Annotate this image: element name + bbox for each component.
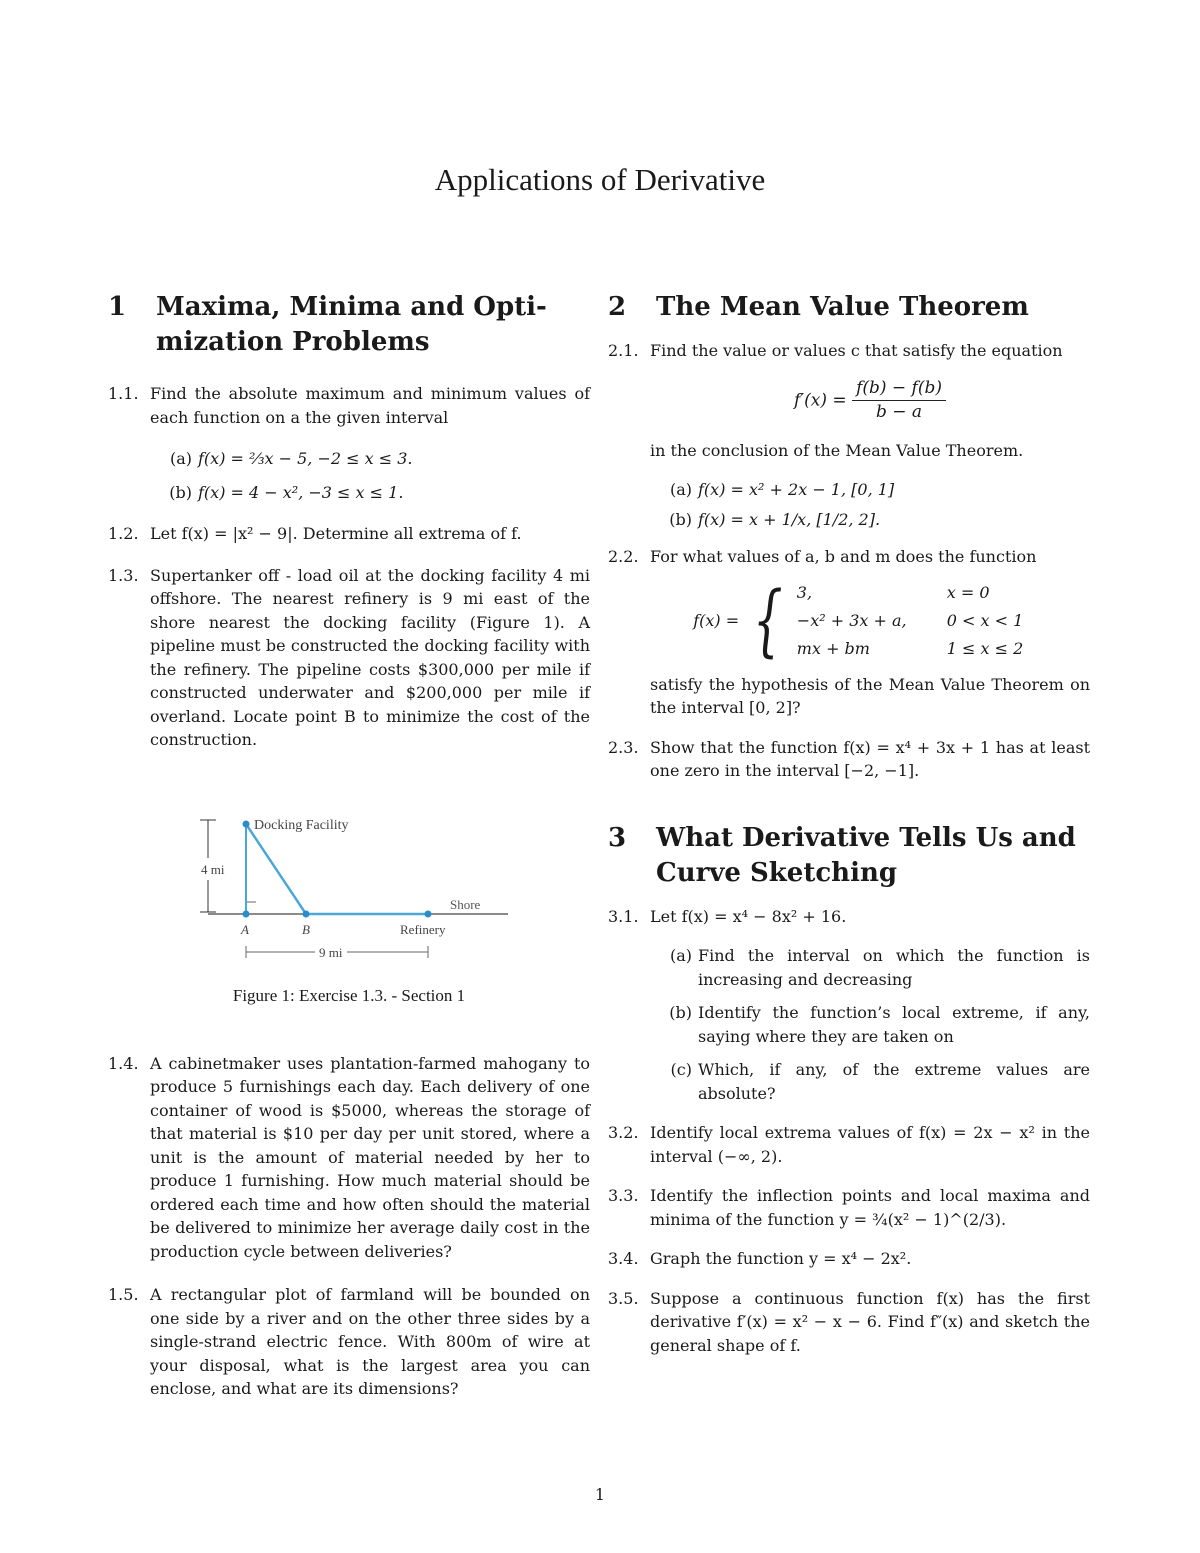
question-text: Let f(x) = |x² − 9|. Determine all extrema of f.	[150, 524, 522, 543]
question-2-2	[608, 545, 1090, 720]
a-label: A	[241, 921, 249, 937]
question-3-1	[608, 905, 1090, 1106]
case-expr: −x² + 3x + a,	[796, 610, 907, 630]
pipeline-diagram	[108, 782, 590, 972]
case-cond: 0 < x < 1	[946, 610, 1024, 630]
question-text-after: in the conclusion of the Mean Value Theorem.	[650, 440, 1024, 460]
question-label: 1.4.	[108, 1053, 139, 1073]
question-text: Let f(x) = x⁴ − 8x² + 16.	[650, 906, 847, 926]
question-label: 1.3.	[108, 565, 139, 585]
question-label: 1.5.	[108, 1285, 139, 1304]
case-cond: 1 ≤ x ≤ 2	[946, 638, 1024, 658]
question-3-5	[608, 1287, 1090, 1358]
question-text: Show that the function f(x) = x⁴ + 3x + 1 has at least one zero in the interval [−2, −1].	[650, 737, 1090, 780]
case-expr: 3,	[796, 582, 813, 602]
left-column	[108, 290, 590, 1401]
question-label: 3.2.	[608, 1123, 639, 1142]
section-title-line2: Curve Sketching	[656, 857, 898, 888]
question-text: For what values of a, b and m does the function	[650, 547, 1037, 566]
section-title-line2: mization Problems	[156, 327, 430, 357]
section-title-line1: What Derivative Tells Us and	[656, 822, 1076, 853]
sub-item: f(x) = 4 − x², −3 ≤ x ≤ 1.	[198, 482, 404, 502]
underwater-pipeline	[246, 824, 306, 914]
section-number: 1	[108, 292, 127, 322]
question-text: Identify the inflection points and local maxima and minima of the function y = ¾(x² − 1)^(2/3).	[650, 1186, 1090, 1229]
question-label: 2.1.	[608, 341, 639, 360]
sub-label: (c)	[670, 1060, 692, 1079]
question-label: 3.1.	[608, 906, 639, 926]
section-3-heading	[608, 821, 1090, 891]
question-text: A cabinetmaker uses plantation-farmed mahogany to produce 5 furnishings each day. Each delivery of one container of wood is $5000, whereas the storage of that material is $10 per day per unit stored, where a unit is the amount of material needed by her to produce 1 furnishing. How much material should be ordered each time and how often should the material be delivered to minimize her average daily cost in the production cycle between deliveries?	[150, 1053, 590, 1261]
brace: {	[753, 575, 783, 666]
question-text: Identify local extrema values of f(x) = 2x − x² in the interval (−∞, 2).	[650, 1123, 1090, 1166]
horizontal-label: 9 mi	[319, 944, 343, 960]
sub-item: Which, if any, of the extreme values are absolute?	[698, 1060, 1090, 1103]
question-label: 3.3.	[608, 1186, 639, 1205]
page-number: 1	[594, 1485, 606, 1504]
mvt-lhs: f′(x) =	[794, 390, 847, 410]
vertical-label: 4 mi	[201, 861, 225, 877]
question-label: 2.2.	[608, 547, 639, 566]
figure-caption: Figure 1: Exercise 1.3. - Section 1	[232, 985, 466, 1005]
refinery-point	[425, 910, 432, 917]
section-title: The Mean Value Theorem	[656, 292, 1029, 322]
sub-item: Find the interval on which the function is increasing and decreasing	[698, 946, 1090, 989]
sub-item: f(x) = x² + 2x − 1, [0, 1]	[698, 480, 895, 499]
piecewise-cases	[797, 581, 1047, 661]
question-1-2	[108, 522, 590, 546]
sub-label: (a)	[669, 946, 692, 965]
question-text: Suppose a continuous function f(x) has the first derivative f′(x) = x² − x − 6. Find f″(x) and sketch the general shape of f.	[650, 1288, 1090, 1355]
mvt-denominator: b − a	[875, 402, 923, 422]
piecewise-lhs: f(x) =	[693, 610, 740, 630]
question-text: Find the value or values c that satisfy the equation	[650, 341, 1063, 360]
question-text: Graph the function y = x⁴ − 2x².	[650, 1249, 912, 1268]
question-text: A rectangular plot of farmland will be bounded on one side by a river and on the other three sides by a single-strand electric fence. With 800m of wire at your disposal, what is the largest area you can enclose, and what are its dimensions?	[150, 1285, 590, 1398]
question-label: 3.4.	[608, 1249, 639, 1268]
docking-label: Docking Facility	[254, 817, 349, 833]
section-title-line1: Maxima, Minima and Opti-	[156, 292, 547, 322]
b-label: B	[302, 921, 310, 937]
section-number: 2	[608, 292, 627, 322]
right-column	[608, 290, 1090, 1357]
case-cond: x = 0	[946, 582, 990, 602]
sub-item: Identify the function’s local extreme, if any, saying where they are taken on	[698, 1003, 1090, 1046]
docking-point	[243, 820, 250, 827]
sub-label: (b)	[669, 509, 692, 529]
sub-label: (a)	[169, 449, 192, 468]
question-1-5	[108, 1283, 590, 1401]
refinery-label: Refinery	[400, 921, 446, 937]
mvt-numerator: f(b) − f(b)	[852, 377, 946, 402]
section-2-heading	[608, 290, 1090, 325]
question-2-3	[608, 736, 1090, 783]
sub-item: f(x) = x + 1/x, [1/2, 2].	[698, 509, 881, 529]
question-text: Find the absolute maximum and minimum values of each function on a the given interval	[150, 384, 590, 427]
question-text: Supertanker off - load oil at the docking facility 4 mi offshore. The nearest refinery is 9 mi east of the shore nearest the docking facility (Figure 1). A pipeline must be constructed the docking facility with the refinery. The pipeline costs $300,000 per mile if constructed underwater and $200,000 per mile if overland. Locate point B to minimize the cost of the construction.	[150, 565, 590, 749]
sub-item: f(x) = ⅔x − 5, −2 ≤ x ≤ 3.	[198, 449, 413, 468]
mvt-equation	[650, 377, 1090, 425]
sub-label: (a)	[669, 480, 692, 499]
question-label: 1.1.	[108, 384, 139, 403]
sub-label: (b)	[669, 1003, 692, 1022]
figure-1	[108, 782, 590, 972]
case-expr: mx + bm	[796, 638, 870, 658]
page-title: Applications of Derivative	[434, 162, 766, 197]
section-number: 3	[608, 822, 627, 853]
question-label: 3.5.	[608, 1288, 639, 1308]
shore-label: Shore	[450, 896, 481, 912]
point-b	[303, 910, 310, 917]
question-3-4	[608, 1247, 1090, 1271]
question-3-2	[608, 1121, 1090, 1168]
question-label: 2.3.	[608, 737, 639, 757]
piecewise-function	[650, 575, 1090, 666]
question-1-4	[108, 1052, 590, 1264]
section-1-heading	[108, 290, 590, 360]
question-2-1	[608, 339, 1090, 531]
point-a	[243, 910, 250, 917]
sub-label: (b)	[169, 482, 192, 502]
question-1-1	[108, 382, 590, 504]
question-label: 1.2.	[108, 524, 139, 543]
question-text-after: satisfy the hypothesis of the Mean Value Theorem on the interval [0, 2]?	[650, 674, 1090, 717]
question-3-3	[608, 1184, 1090, 1231]
question-1-3	[108, 564, 590, 752]
